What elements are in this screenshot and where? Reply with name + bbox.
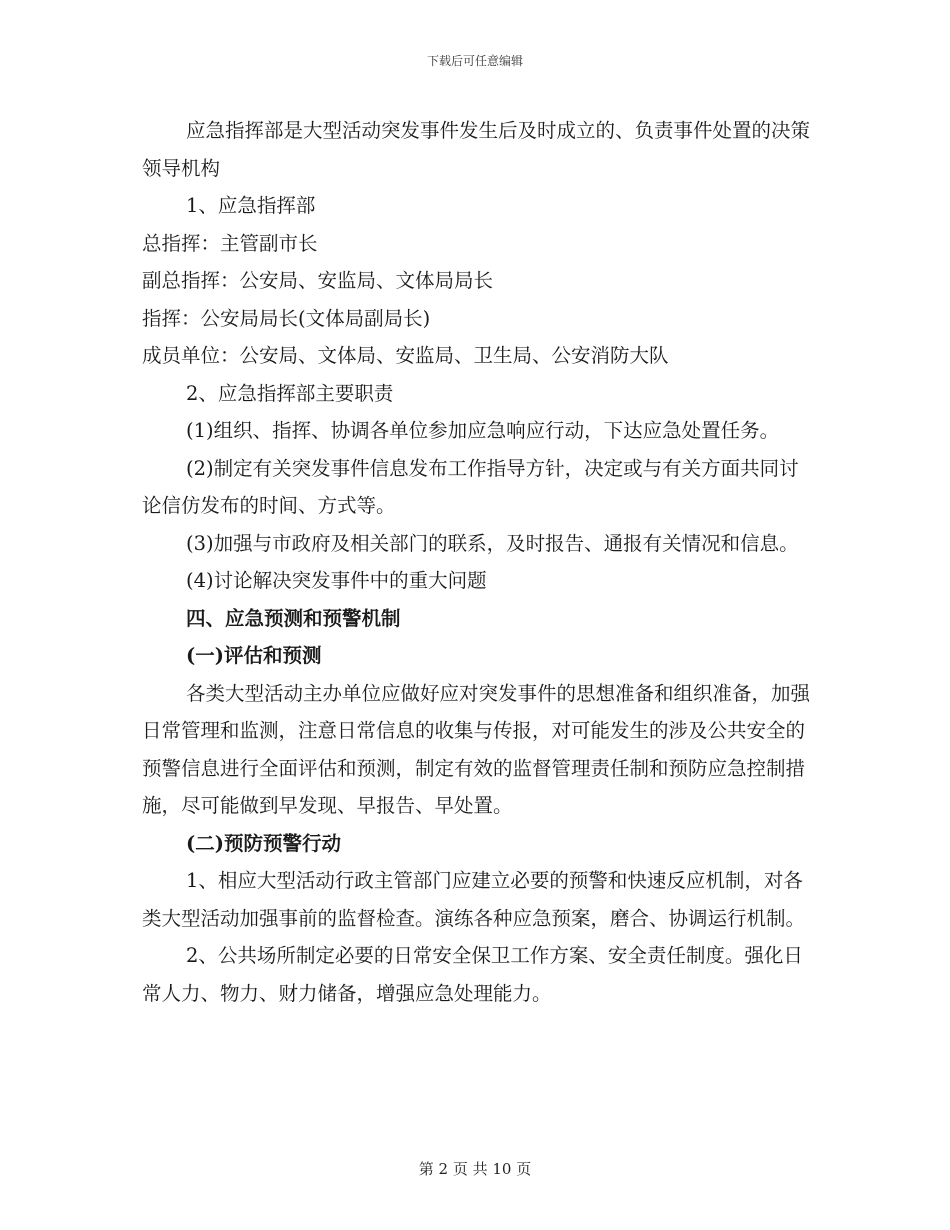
subsection-heading-assessment: (一)评估和预测 xyxy=(186,644,322,667)
duty-item-4: (4)讨论解决突发事件中的重大问题 xyxy=(186,569,487,592)
page-header: 下载后可任意编辑 xyxy=(426,54,523,68)
paragraph-prevention-1: 1、相应大型活动行政主管部门应建立必要的预警和快速反应机制，对各类大型活动加强事前的监督检查。演练各种应急预案，磨合、协调运行机制。 xyxy=(142,869,806,930)
line-director: 指挥：公安局局长(文体局副局长) xyxy=(142,306,431,330)
paragraph-prevention-2: 2、公共场所制定必要的日常安全保卫工作方案、安全责任制度。强化日常人力、物力、财力储备，增强应急处理能力。 xyxy=(142,944,803,1005)
duty-item-3: (3)加强与市政府及相关部门的联系，及时报告、通报有关情况和信息。 xyxy=(186,531,799,555)
subsection-heading-prevention: (二)预防预警行动 xyxy=(186,831,341,855)
paragraph-intro: 应急指挥部是大型活动突发事件发生后及时成立的、负责事件处置的决策领导机构 xyxy=(142,119,811,180)
duty-item-2: (2)制定有关突发事件信息发布工作指导方针，决定或与有关方面共同讨论信仿发布的时间、方式等。 xyxy=(142,456,799,517)
line-deputy-commander: 副总指挥：公安局、安监局、文体局局长 xyxy=(142,269,494,292)
heading-command-center: 1、应急指挥部 xyxy=(186,194,316,217)
line-commander: 总指挥：主管副市长 xyxy=(142,231,318,255)
heading-duties: 2、应急指挥部主要职责 xyxy=(186,381,394,405)
page-footer: 第 2 页 共 10 页 xyxy=(418,1160,532,1178)
line-member-units: 成员单位：公安局、文体局、安监局、卫生局、公安消防大队 xyxy=(142,344,669,367)
paragraph-assessment: 各类大型活动主办单位应做好应对突发事件的思想准备和组织准备，加强日常管理和监测，注意日常信息的收集与传报，对可能发生的涉及公共安全的预警信息进行全面评估和预测，制定有效的监督管理责任制和预防应急控制措施，尽可能做到早发现、早报告、早处置。 xyxy=(142,681,811,817)
duty-item-1: (1)组织、指挥、协调各单位参加应急响应行动，下达应急处置任务。 xyxy=(186,419,780,442)
document-body xyxy=(142,112,812,1012)
section-heading-warning: 四、应急预测和预警机制 xyxy=(186,606,401,630)
